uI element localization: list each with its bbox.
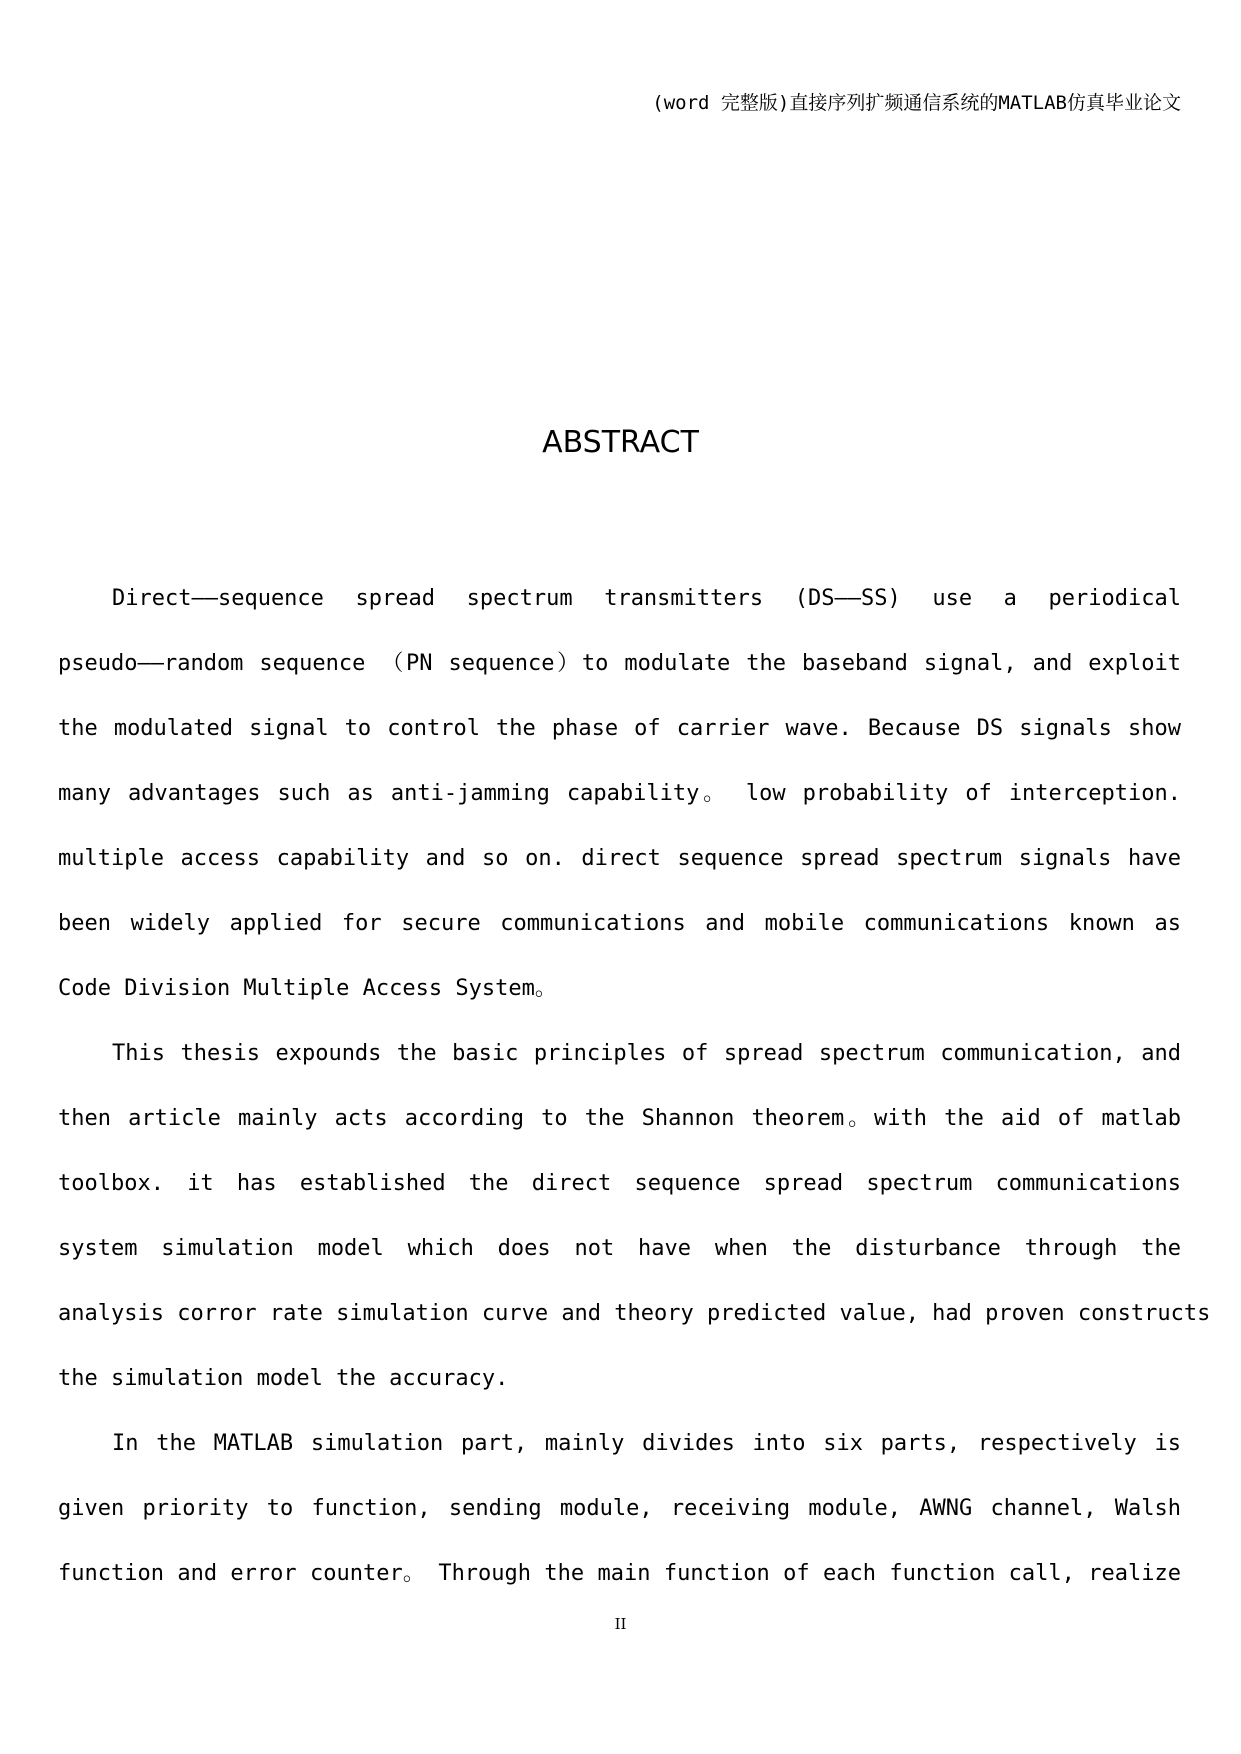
paragraph-2-line-1: This thesis expounds the basic principles of spread spectrum communication, and xyxy=(112,1041,1181,1066)
paragraph-3-line-3: function and error counter。 Through the main function of each function call, realize xyxy=(58,1561,1181,1586)
paragraph-1-line-5: multiple access capability and so on. direct sequence spread spectrum signals have xyxy=(58,846,1181,871)
paragraph-3-line-2: given priority to function, sending module, receiving module, AWNG channel, Walsh xyxy=(58,1496,1181,1521)
paragraph-2-line-4: system simulation model which does not have when the disturbance through the xyxy=(58,1236,1181,1261)
paragraph-2-line-5: analysis corror rate simulation curve and theory predicted value, had proven constructs xyxy=(58,1301,1211,1326)
paragraph-1-line-6: been widely applied for secure communications and mobile communications known as xyxy=(58,911,1181,936)
paragraph-2-line-3: toolbox. it has established the direct sequence spread spectrum communications xyxy=(58,1171,1181,1196)
running-header: (word 完整版)直接序列扩频通信系统的MATLAB仿真毕业论文 xyxy=(652,92,1181,114)
paragraph-1-line-2: pseudo——random sequence （PN sequence）to modulate the baseband signal, and exploit xyxy=(58,651,1181,676)
paragraph-2-line-6: the simulation model the accuracy. xyxy=(58,1366,509,1391)
paragraph-1-line-1: Direct——sequence spread spectrum transmitters (DS——SS) use a periodical xyxy=(112,586,1181,611)
paragraph-2-line-2: then article mainly acts according to the Shannon theorem。with the aid of matlab xyxy=(58,1106,1181,1131)
paragraph-1-line-4: many advantages such as anti-jamming capability。 low probability of interception. xyxy=(58,781,1181,806)
page-number: II xyxy=(614,1615,627,1633)
paragraph-1-line-3: the modulated signal to control the phase of carrier wave. Because DS signals show xyxy=(58,716,1181,741)
paragraph-1-line-7: Code Division Multiple Access System。 xyxy=(58,976,557,1001)
abstract-title: ABSTRACT xyxy=(542,425,699,460)
paragraph-3-line-1: In the MATLAB simulation part, mainly divides into six parts, respectively is xyxy=(112,1431,1181,1456)
